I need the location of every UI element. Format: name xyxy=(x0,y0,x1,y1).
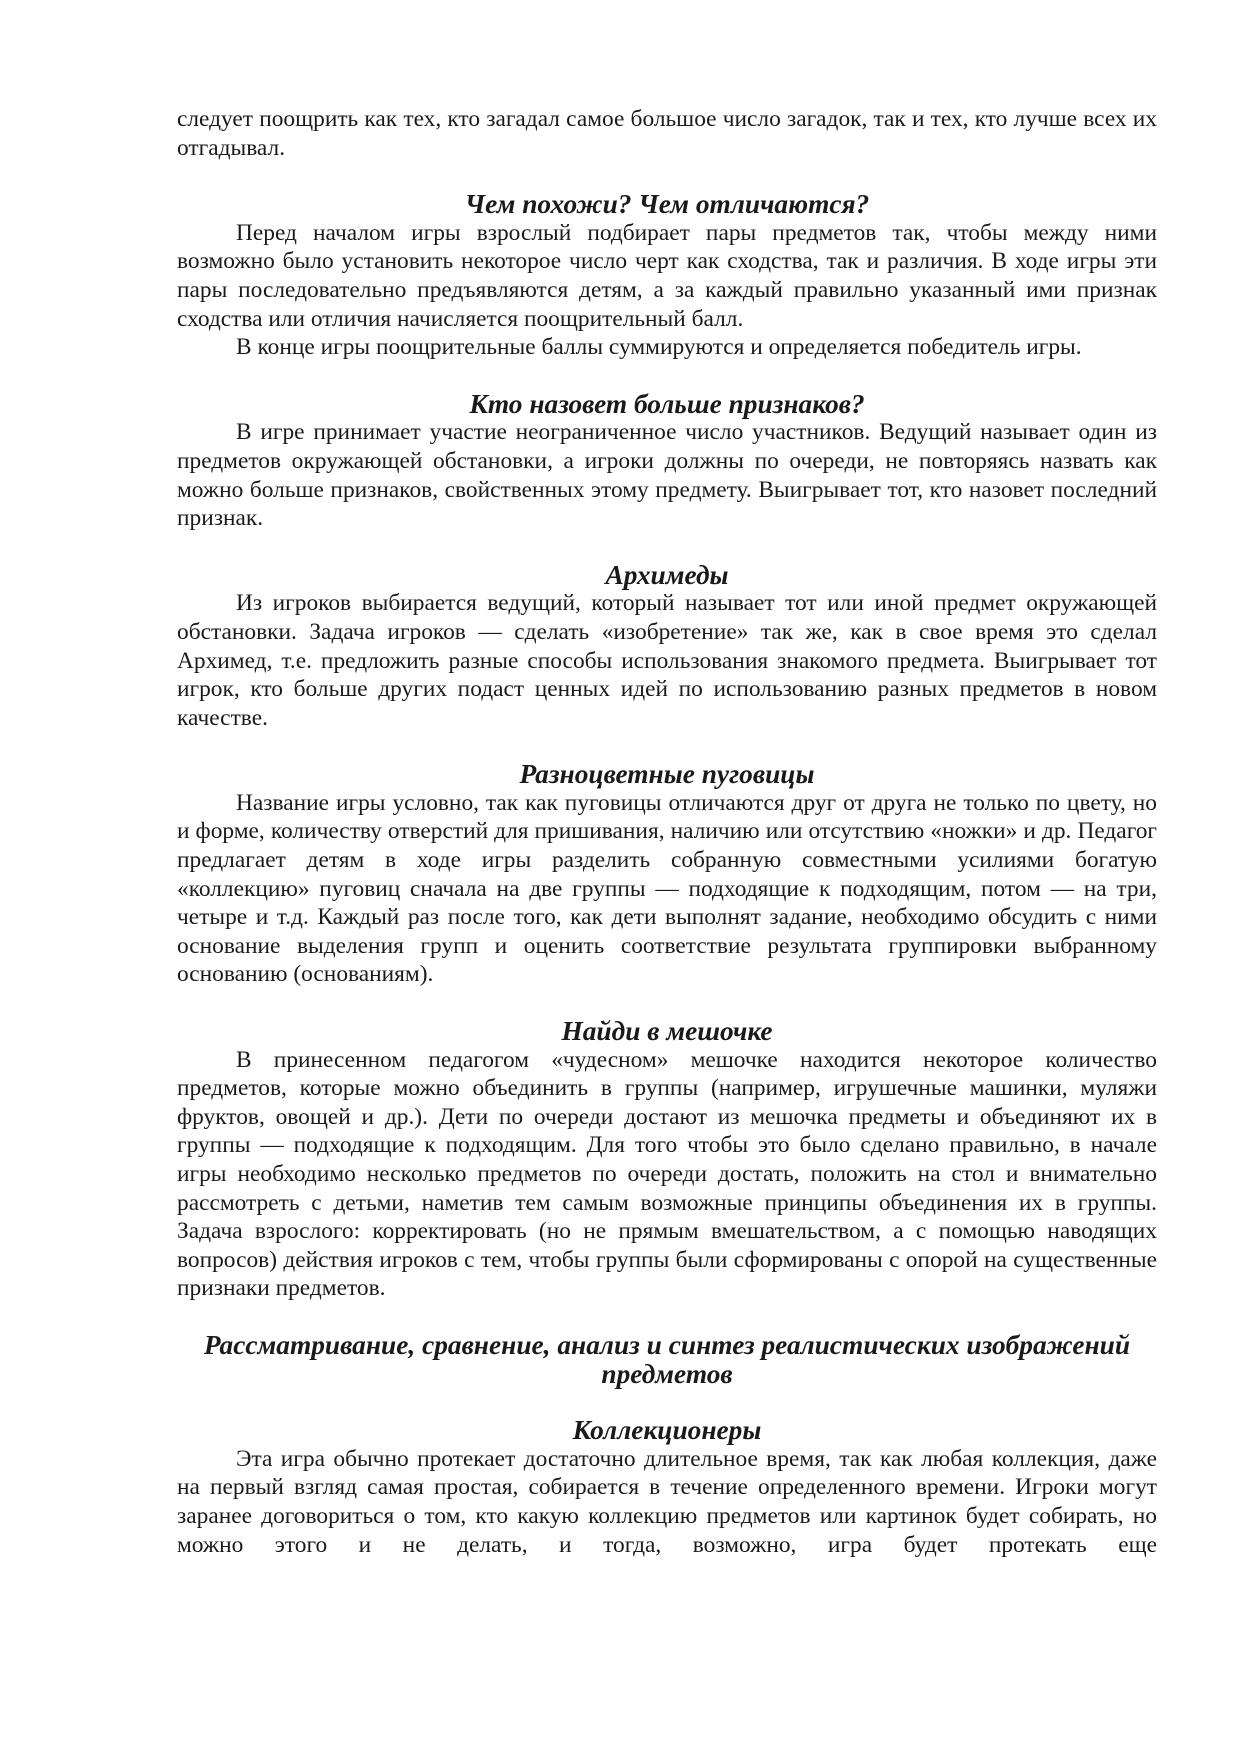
paragraph: Эта игра обычно протекает достаточно длительное время, так как любая коллекция, даже на первый взгляд самая простая, собирается в течение определенного времени. Игроки могут заранее договориться о том, кто какую коллекцию предметов или картинок будет собирать, но можно этого и не делать, и тогда, возможно, игра будет протекать еще xyxy=(177,1445,1157,1558)
paragraph: Перед началом игры взрослый подбирает пары предметов так, чтобы между ними возможно было установить некоторое число черт как сходства, так и различия. В ходе игры эти пары последовательно предъявляются детям, а за каждый правильно указанный ими признак сходства или отличия начисляется поощрительный балл. xyxy=(177,219,1157,332)
spacer xyxy=(177,362,1157,390)
paragraph: Название игры условно, так как пуговицы отличаются друг от друга не только по цвету, но и форме, количеству отверстий для пришивания, наличию или отсутствию «ножки» и др. Педагог предлагает детям в ходе игры разделить собранную совместными усилиями богатую «коллекцию» пуговиц сначала на две группы — подходящие к подходящим, потом — на три, четыре и т.д. Каждый раз после того, как дети выполнят задание, необходимо обсудить с ними основание выделения групп и оценить соответствие результата группировки выбранному основанию (основаниям). xyxy=(177,789,1157,988)
paragraph: Из игроков выбирается ведущий, который называет тот или иной предмет окружающей обстановки. Задача игроков — сделать «изобретение» так же, как в свое время это сделал Архимед, т.е. предложить разные способы использования знакомого предмета. Выигрывает тот игрок, кто больше других подаст ценных идей по использованию разных предметов в новом качестве. xyxy=(177,590,1157,731)
chapter-title-line1: Рассматривание, сравнение, анализ и синтез реалистических изображений xyxy=(203,1329,1131,1360)
spacer xyxy=(177,732,1157,760)
chapter-title-line2: предметов xyxy=(601,1358,733,1389)
spacer xyxy=(177,533,1157,561)
document-page xyxy=(177,105,1157,1559)
spacer xyxy=(177,162,1157,190)
intro-paragraph: следует поощрить как тех, кто загадал самое большое число загадок, так и тех, кто лучше всех их отгадывал. xyxy=(177,106,1157,161)
spacer xyxy=(177,1388,1157,1416)
section-title-more-features: Кто назовет больше признаков? xyxy=(469,388,865,419)
chapter-title xyxy=(177,1331,1157,1388)
paragraph: В принесенном педагогом «чудесном» мешочке находится некоторое количество предметов, которые можно объединить в группы (например, игрушечные машинки, муляжи фруктов, овощей и др.). Дети по очереди достают из мешочка предметы и объединяют их в группы — подходящие к подходящим. Для того чтобы это было сделано правильно, в начале игры необходимо несколько предметов по очереди достать, положить на стол и внимательно рассмотреть с детьми, наметив тем самым возможные принципы объединения их в группы. Задача взрослого: корректировать (но не прямым вмешательством, а с помощью наводящих вопросов) действия игроков с тем, чтобы группы были сформированы с опорой на существенные признаки предметов. xyxy=(177,1046,1157,1302)
section-title-similar: Чем похожи? Чем отличаются? xyxy=(464,189,870,220)
section-title-bag: Найди в мешочке xyxy=(561,1016,773,1047)
section-title-collectors: Коллекционеры xyxy=(572,1415,762,1446)
section-title-archimedes: Архимеды xyxy=(605,559,729,590)
section-title-buttons: Разноцветные пуговицы xyxy=(519,759,815,790)
spacer xyxy=(177,989,1157,1017)
paragraph: В игре принимает участие неограниченное число участников. Ведущий называет один из предметов окружающей обстановки, а игроки должны по очереди, не повторяясь назвать как можно больше признаков, свойственных этому предмету. Выигрывает тот, кто назовет последний признак. xyxy=(177,419,1157,532)
paragraph: В конце игры поощрительные баллы суммируются и определяется победитель игры. xyxy=(236,334,1082,361)
spacer xyxy=(177,1303,1157,1331)
